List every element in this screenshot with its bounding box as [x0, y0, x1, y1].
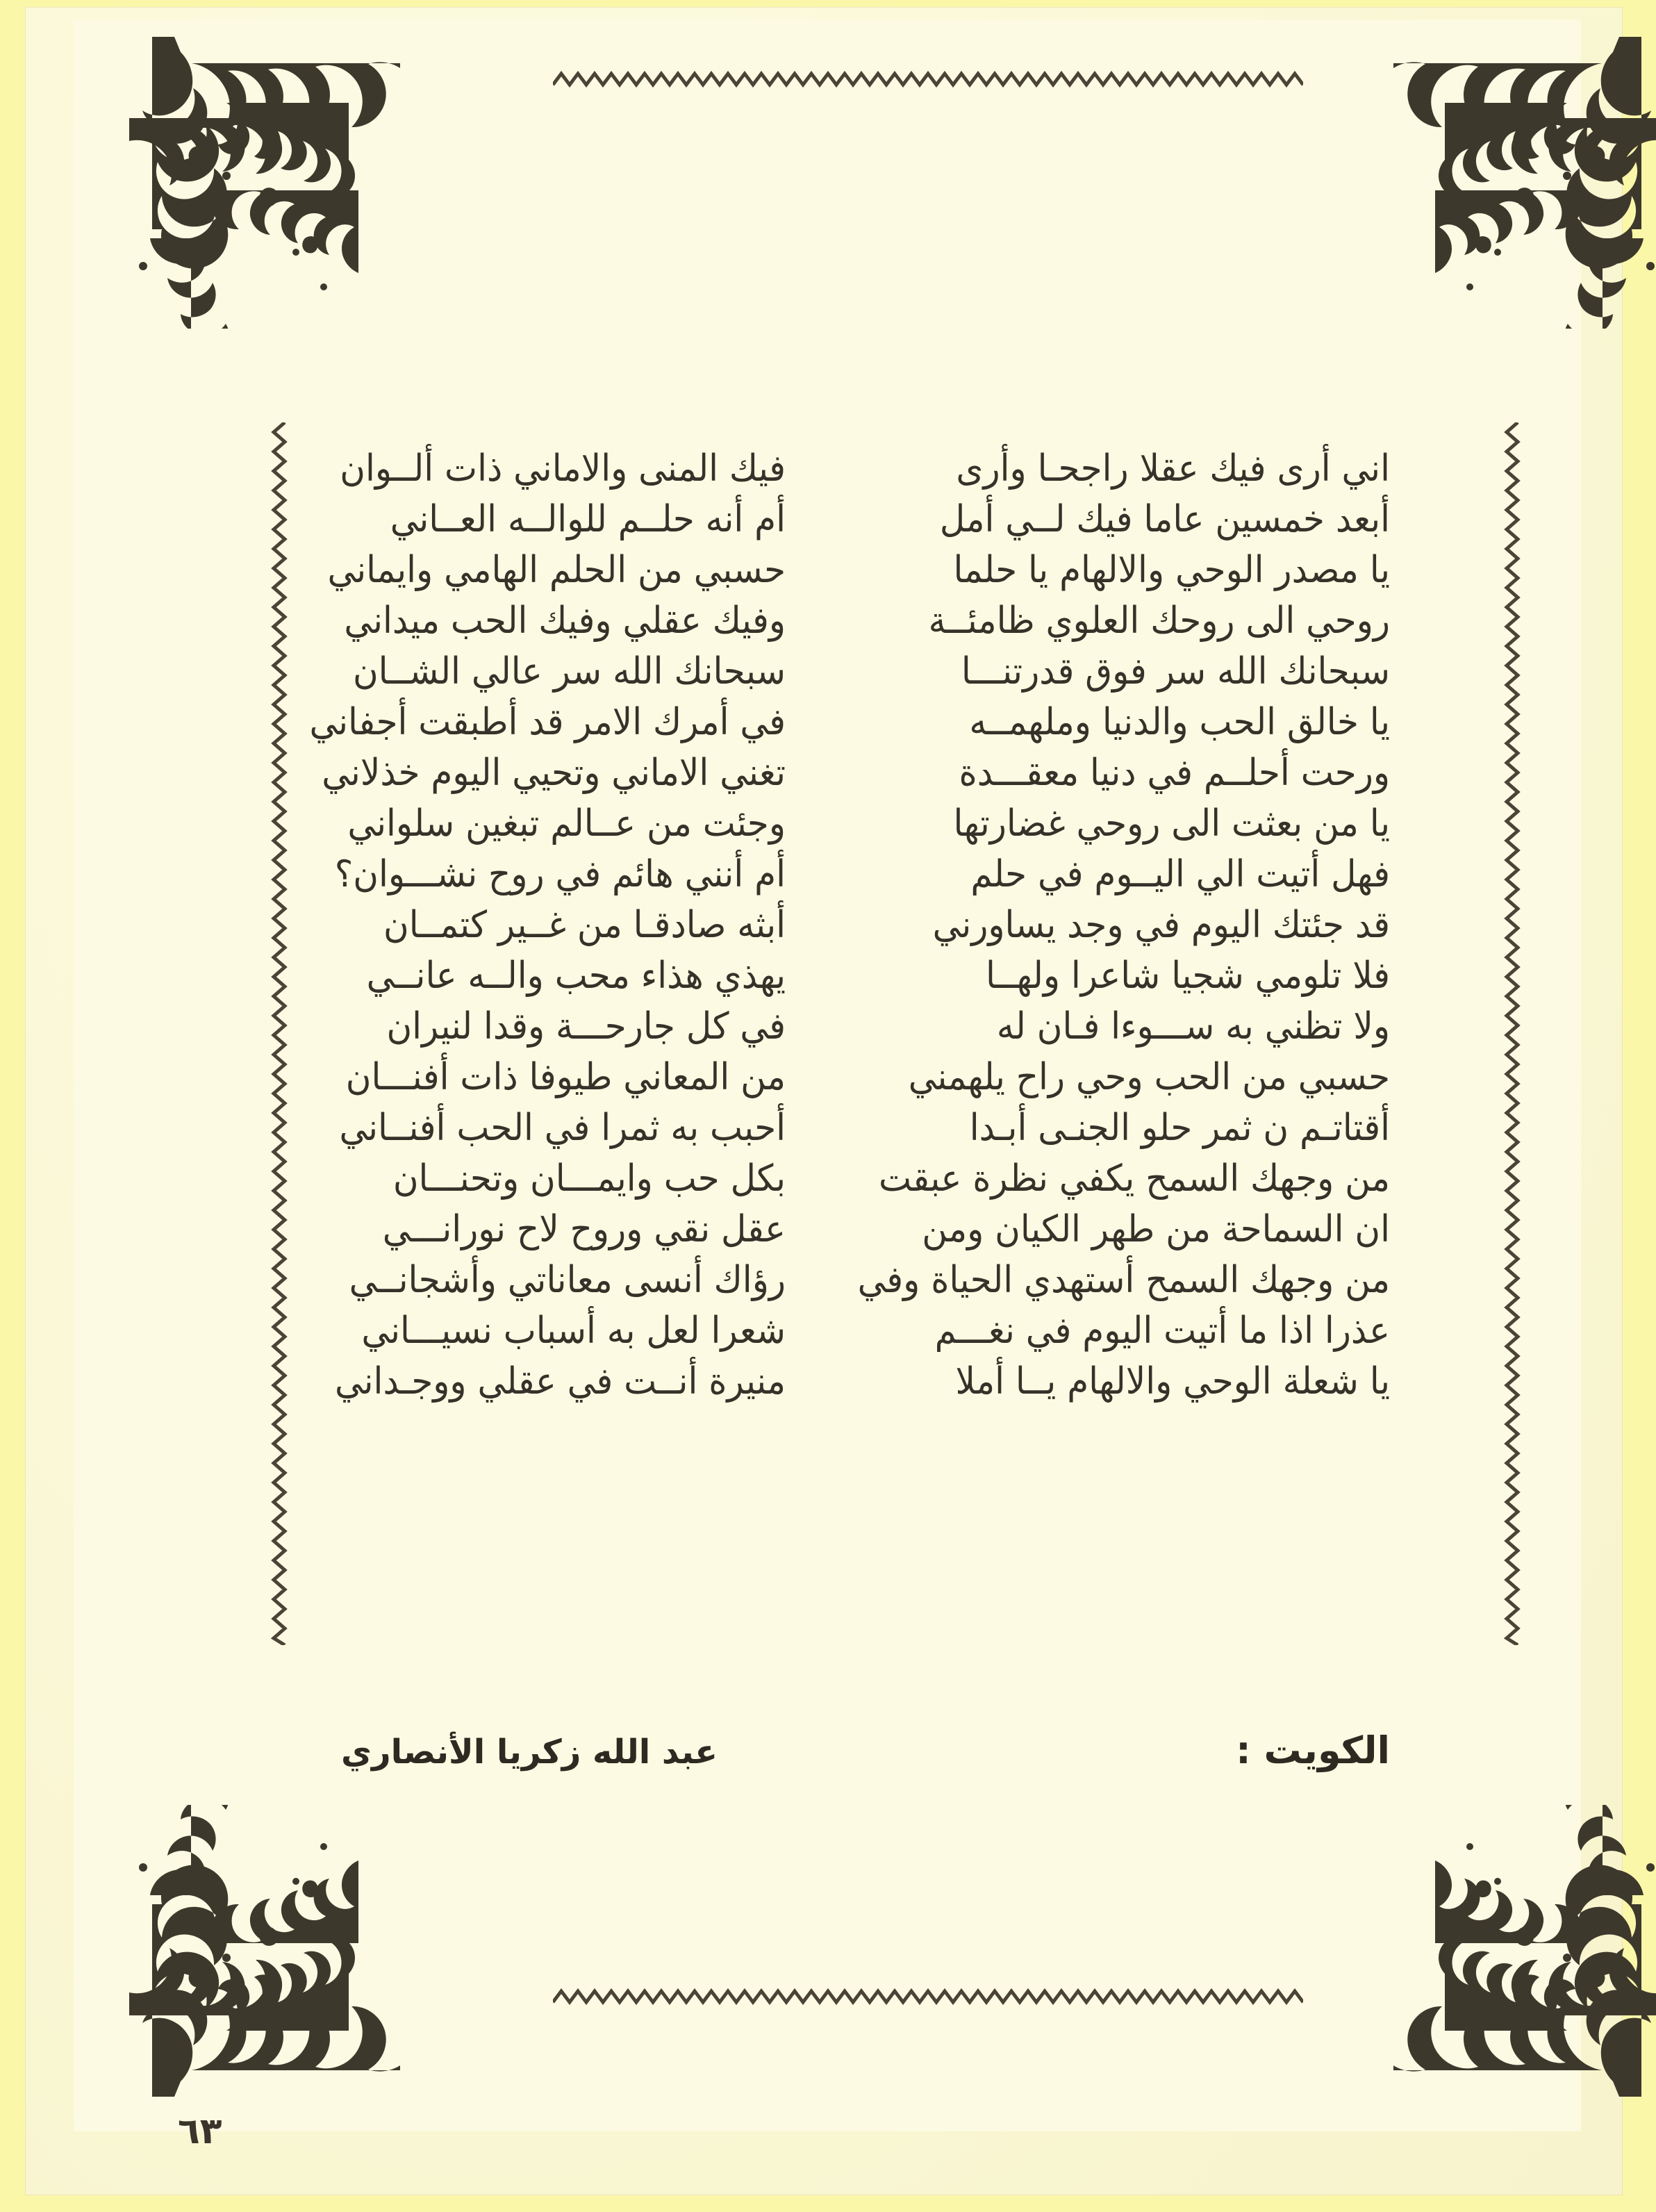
poem-body [223, 443, 1390, 1407]
verse-line: أبعد خمسين عاما فيك لــي أمل [939, 497, 1390, 540]
verse-line: يا من بعثت الى روحي غضارتها [953, 802, 1390, 845]
verse-line: ولا تظني به ســـوءا فـان له [996, 1005, 1390, 1048]
verse-line: عذرا اذا ما أتيت اليوم في نغـــم [934, 1309, 1390, 1352]
verse-line: يا شعلة الوحي والالهام يــا أملا [955, 1360, 1390, 1403]
verse-line: أحبب به ثمرا في الحب أفنــاني [339, 1106, 786, 1149]
verse-line: قد جئتك اليوم في وجد يساورني [932, 903, 1390, 946]
zigzag-rule-top-icon [553, 68, 1303, 92]
verse-line: من المعاني طيوفا ذات أفنـــان [345, 1055, 786, 1098]
verse-line: عقل نقي وروح لاح نورانـــي [382, 1207, 786, 1251]
zigzag-rule-left-icon [1501, 422, 1525, 1645]
verse-line: سبحانك الله سر فوق قدرتنـــا [961, 650, 1390, 693]
zigzag-rule-bottom-icon [553, 1986, 1303, 2009]
poem-column-left [223, 443, 786, 1407]
verse-line: فهل أتيت الي اليــوم في حلم [970, 852, 1390, 895]
page-number: ٦٣ [178, 2111, 222, 2152]
verse-line: سبحانك الله سر عالي الشــان [352, 650, 786, 693]
verse-line: أبثه صادقـا من غــير كتمــان [383, 903, 786, 946]
verse-line: أقتاتـم ن ثمر حلو الجنـى أبـدا [969, 1106, 1390, 1149]
verse-line: يهذي هذاء محب والــه عانــي [366, 954, 786, 997]
verse-line: في كل جارحـــة وقدا لنيران [386, 1005, 786, 1048]
verse-line: اني أرى فيك عقلا راجحـا وأرى [956, 447, 1390, 490]
scanned-page-sheet [25, 7, 1623, 2195]
verse-line: تغني الاماني وتحيي اليوم خذلاني [322, 751, 786, 794]
poem-column-right [827, 443, 1390, 1407]
paper-surface [74, 19, 1581, 2152]
verse-line: ان السماحة من طهر الكيان ومن [922, 1207, 1390, 1251]
verse-line: وجئت من عــالم تبغين سلواني [347, 802, 786, 845]
signature-place: الكويت : [1236, 1728, 1390, 1772]
verse-line: فلا تلومي شجيا شاعرا ولهــا [986, 954, 1390, 997]
verse-line: من وجهك السمح أستهدي الحياة وفي [857, 1258, 1390, 1301]
verse-line: فيك المنى والاماني ذات ألــوان [340, 447, 786, 490]
verse-line: حسبي من الحلم الهامي وايماني [327, 548, 786, 591]
verse-line: يا خالق الحب والدنيا وملهمــه [969, 700, 1390, 743]
verse-line: رؤاك أنسى معاناتي وأشجانــي [349, 1258, 786, 1301]
arabesque-corner-ornament-top-right-icon [1393, 37, 1656, 329]
verse-line: من وجهك السمح يكفي نظرة عبقت [879, 1157, 1390, 1200]
verse-line: وفيك عقلي وفيك الحب ميداني [344, 599, 786, 642]
verse-line: ورحت أحلــم في دنيا معقـــدة [959, 751, 1390, 794]
verse-line: يا مصدر الوحي والالهام يا حلما [953, 548, 1390, 591]
verse-line: شعرا لعل به أسباب نسيـــاني [361, 1309, 786, 1352]
signature-block [223, 1728, 1390, 1772]
arabesque-corner-ornament-bottom-left-icon [122, 1805, 400, 2097]
verse-line: منيرة أنــت في عقلي ووجـداني [334, 1360, 786, 1403]
signature-author: عبد الله زكريا الأنصاري [341, 1733, 718, 1772]
verse-line: حسبي من الحب وحي راح يلهمني [908, 1055, 1390, 1098]
verse-line: بكل حب وايمـــان وتحنـــان [392, 1157, 786, 1200]
verse-line: في أمرك الامر قد أطبقت أجفاني [309, 700, 786, 743]
arabesque-corner-ornament-bottom-right-icon [1393, 1805, 1656, 2097]
verse-line: روحي الى روحك العلوي ظامئــة [928, 599, 1390, 642]
verse-line: أم أنني هائم في روح نشـــوان؟ [334, 852, 786, 895]
verse-line: أم أنه حلــم للوالــه العــاني [390, 497, 786, 540]
arabesque-corner-ornament-top-left-icon [122, 37, 400, 329]
